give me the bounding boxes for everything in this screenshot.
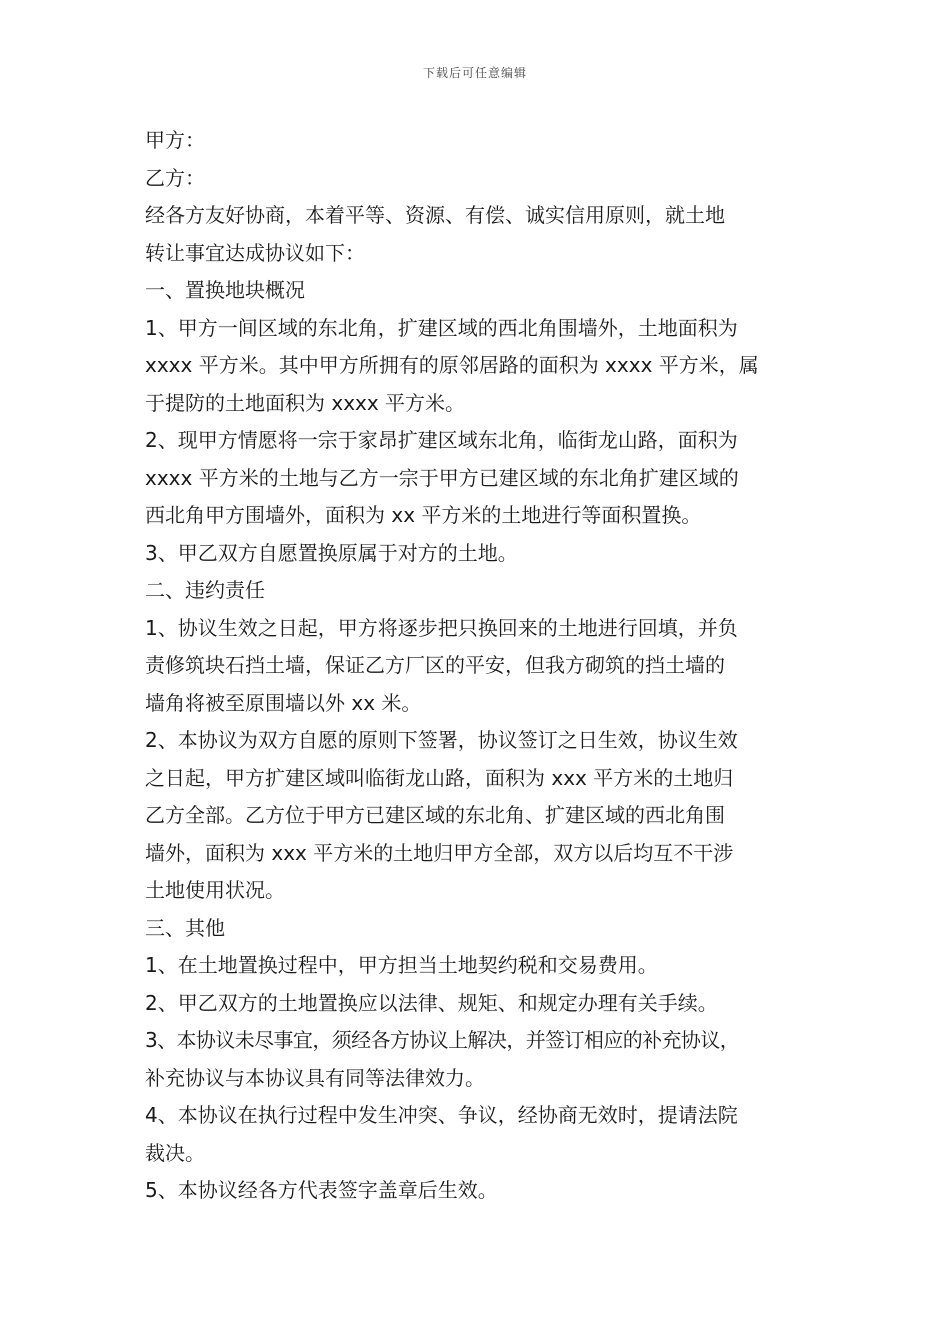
section-heading: 三、其他 bbox=[145, 915, 225, 940]
clause-line: 责修筑块石挡土墙，保证乙方厂区的平安，但我方砌筑的挡土墙的 bbox=[145, 653, 725, 677]
clause-line: 1、在土地置换过程中，甲方担当土地契约税和交易费用。 bbox=[145, 953, 658, 977]
clause-line: 于提防的土地面积为 xxxx 平方米。 bbox=[145, 390, 466, 415]
clause-line: 之日起，甲方扩建区域叫临街龙山路，面积为 xxx 平方米的土地归 bbox=[145, 765, 734, 790]
intro-line: 经各方友好协商，本着平等、资源、有偿、诚实信用原则，就土地 bbox=[145, 203, 725, 227]
clause-line: 5、本协议经各方代表签字盖章后生效。 bbox=[145, 1178, 498, 1202]
section-heading: 二、违约责任 bbox=[145, 578, 265, 602]
clause-line: 墙外，面积为 xxx 平方米的土地归甲方全部，双方以后均互不干涉 bbox=[145, 840, 734, 865]
clause-line: 裁决。 bbox=[145, 1140, 205, 1165]
clause-line: 土地使用状况。 bbox=[145, 878, 285, 902]
clause-line: 西北角甲方围墙外，面积为 xx 平方米的土地进行等面积置换。 bbox=[145, 503, 702, 527]
clause-line: 2、甲乙双方的土地置换应以法律、规矩、和规定办理有关手续。 bbox=[145, 990, 718, 1015]
clause-line: 1、甲方一间区域的东北角，扩建区域的西北角围墙外，土地面积为 bbox=[145, 315, 738, 340]
clause-line: 2、现甲方情愿将一宗于家昂扩建区域东北角，临街龙山路，面积为 bbox=[145, 428, 738, 452]
party-a-line: 甲方： bbox=[145, 128, 205, 152]
section-heading: 一、置换地块概况 bbox=[145, 278, 305, 302]
clause-line: 1、协议生效之日起，甲方将逐步把只换回来的土地进行回填，并负 bbox=[145, 615, 738, 640]
clause-line: 乙方全部。乙方位于甲方已建区域的东北角、扩建区域的西北角围 bbox=[145, 803, 725, 827]
party-b-line: 乙方： bbox=[145, 165, 205, 190]
clause-line: 4、本协议在执行过程中发生冲突、争议，经协商无效时，提请法院 bbox=[145, 1103, 738, 1127]
clause-line: 3、甲乙双方自愿置换原属于对方的土地。 bbox=[145, 540, 518, 565]
page-header: 下载后可任意编辑 bbox=[422, 66, 527, 80]
document-body bbox=[145, 122, 810, 1210]
clause-line: 补充协议与本协议具有同等法律效力。 bbox=[145, 1065, 485, 1090]
clause-line: xxxx 平方米的土地与乙方一宗于甲方已建区域的东北角扩建区域的 bbox=[145, 465, 739, 490]
clause-line: 墙角将被至原围墙以外 xx 米。 bbox=[145, 690, 422, 715]
intro-line: 转让事宜达成协议如下： bbox=[145, 240, 365, 265]
clause-line: xxxx 平方米。其中甲方所拥有的原邻居路的面积为 xxxx 平方米，属 bbox=[145, 353, 759, 377]
clause-line: 3、本协议未尽事宜，须经各方协议上解决，并签订相应的补充协议， bbox=[145, 1028, 740, 1052]
clause-line: 2、本协议为双方自愿的原则下签署，协议签订之日生效，协议生效 bbox=[145, 728, 738, 752]
